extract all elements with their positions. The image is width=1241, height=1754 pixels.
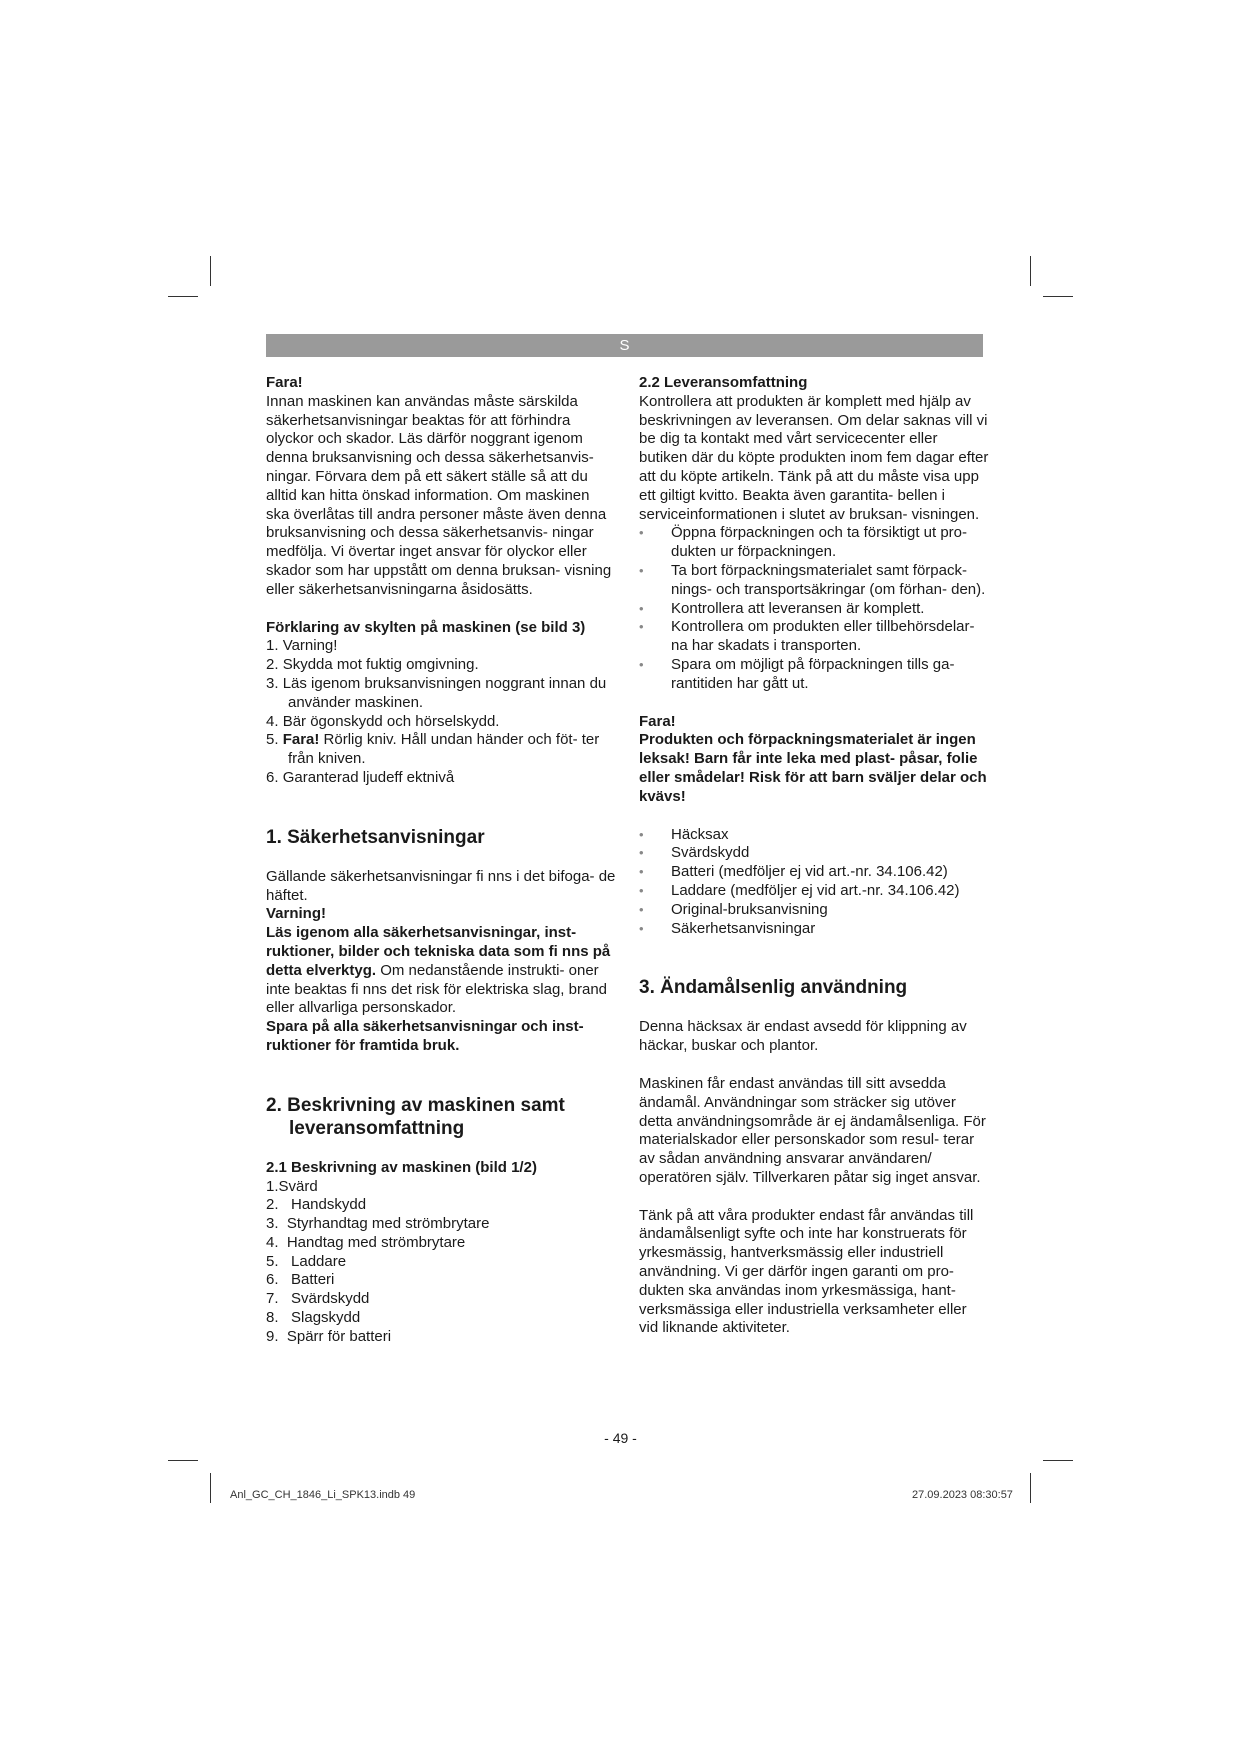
crop-mark bbox=[168, 296, 198, 297]
intended-use-paragraph-3: Tänk på att våra produkter endast får användas till ändamålsenligt syfte och inte har konstruerats för yrkesmässig, hantverksmässig eller industriell användning. Vi ger därför ingen garanti om pro- dukten ska användas inom yrkesmässiga, hant- verksmässiga eller industriella verksamheter eller vid liknande aktiviteter. bbox=[639, 1206, 974, 1337]
bullet-icon: • bbox=[639, 525, 644, 541]
section-2-2-title: 2.2 Leveransomfattning bbox=[639, 374, 808, 391]
list-item: • Spara om möjligt på förpackningen tills ga- rantitiden har gått ut. bbox=[639, 655, 955, 692]
list-item: • Kontrollera om produkten eller tillbehörsdelar- na har skadats i transporten. bbox=[639, 618, 975, 655]
list-item: • Laddare (medföljer ej vid art.-nr. 34.106.42) bbox=[639, 881, 960, 899]
warning-heading: Varning! bbox=[266, 905, 327, 923]
right-column bbox=[639, 374, 989, 1338]
bullet-icon: • bbox=[639, 562, 644, 578]
page-number: - 49 - bbox=[604, 1430, 637, 1446]
left-column bbox=[266, 374, 616, 1347]
intended-use-paragraph-1: Denna häcksax är endast avsedd för klippning av häckar, buskar och plantor. bbox=[639, 1018, 967, 1055]
bullet-icon: • bbox=[639, 600, 644, 616]
list-item: • Säkerhetsanvisningar bbox=[639, 919, 816, 937]
section-2-title: 2. Beskrivning av maskinen samt leveransomfattning bbox=[266, 1094, 565, 1139]
section-3-title: 3. Ändamålsenlig användning bbox=[639, 977, 908, 999]
crop-mark bbox=[1030, 256, 1031, 286]
sign-heading: Förklaring av skylten på maskinen (se bild 3) bbox=[266, 618, 586, 636]
crop-mark bbox=[1043, 1460, 1073, 1461]
danger-paragraph-2: Produkten och förpackningsmaterialet är ingen leksak! Barn får inte leka med plast- påsar, folie eller smådelar! Risk för att barn sväljer delar och kvävs! bbox=[639, 731, 987, 805]
list-item: • Original-bruksanvisning bbox=[639, 900, 828, 918]
unpacking-list bbox=[639, 524, 989, 693]
bullet-icon: • bbox=[639, 656, 644, 672]
language-header-bar bbox=[266, 334, 983, 357]
bullet-icon: • bbox=[639, 920, 644, 936]
section-1-intro: Gällande säkerhetsanvisningar fi nns i det bifoga- de häftet. bbox=[266, 867, 616, 904]
list-item: 6. Batteri bbox=[266, 1271, 335, 1289]
list-item: 2. Handskydd bbox=[266, 1196, 367, 1214]
list-item: • Svärdskydd bbox=[639, 844, 750, 862]
list-item: 7. Svärdskydd bbox=[266, 1290, 370, 1308]
list-item: • Kontrollera att leveransen är komplett. bbox=[639, 599, 925, 617]
bullet-icon: • bbox=[639, 901, 644, 917]
list-item: • Öppna förpackningen och ta försiktigt ut pro- dukten ur förpackningen. bbox=[639, 524, 968, 561]
danger-heading: Fara! bbox=[266, 374, 303, 391]
warning-paragraph: Läs igenom alla säkerhetsanvisningar, inst- ruktioner, bilder och tekniska data som fi nns på detta elverktyg. Om nedanstående instrukti- oner inte beaktas fi nns det risk för elektriska slag, brand eller allvarliga personskador. bbox=[266, 924, 611, 1017]
list-item: 6. Garanterad ljudeff ektnivå bbox=[266, 768, 455, 786]
crop-mark bbox=[1043, 296, 1073, 297]
crop-mark bbox=[1030, 1473, 1031, 1503]
list-item: 8. Slagskydd bbox=[266, 1309, 361, 1327]
language-code: S bbox=[619, 337, 630, 354]
list-item: 2. Skydda mot fuktig omgivning. bbox=[266, 656, 479, 674]
contents-list bbox=[639, 826, 989, 939]
list-item: 4. Handtag med strömbrytare bbox=[266, 1233, 466, 1251]
list-item: • Ta bort förpackningsmaterialet samt förpack- nings- och transportsäkringar (om förhan- den). bbox=[639, 561, 986, 598]
section-1-title: 1. Säkerhetsanvisningar bbox=[266, 826, 485, 848]
danger-paragraph: Innan maskinen kan användas måste särskilda säkerhetsanvisningar beaktas för att förhindra olyckor och skador. Läs därför noggrant igenom denna bruksanvisning och dessa säkerhetsanvis- ningar. Förvara dem på ett säkert ställe så att du alltid kan hitta önskad information. Om maskinen ska överlåtas till andra personer måste även denna bruksanvisning och dessa säkerhetsanvis- ningar medfölja. Vi övertar inget ansvar för olyckor eller skador som har uppstått om denna bruksan- visning eller säkerhetsanvisningarna åsidosätts. bbox=[266, 392, 612, 598]
list-item: 3. Styrhandtag med strömbrytare bbox=[266, 1215, 490, 1233]
danger-heading-2: Fara! bbox=[639, 712, 676, 730]
list-item: 9. Spärr för batteri bbox=[266, 1327, 392, 1345]
bullet-icon: • bbox=[639, 845, 644, 861]
list-item: 5. Fara! Rörlig kniv. Håll undan händer och föt- ter från kniven. bbox=[266, 731, 600, 768]
bullet-icon: • bbox=[639, 882, 644, 898]
delivery-paragraph: Kontrollera att produkten är komplett med hjälp av beskrivningen av leveransen. Om delar saknas vill vi be dig ta kontakt med vårt servicecenter eller butiken där du köpte produkten inom fem dagar efter att du köpte artikeln. Tänk på att du måste visa upp ett giltigt kvitto. Beakta även garantita- bellen i serviceinformationen i slutet av bruksan- visningen. bbox=[639, 392, 989, 523]
list-item: 4. Bär ögonskydd och hörselskydd. bbox=[266, 712, 500, 730]
sign-list bbox=[266, 637, 616, 787]
list-item: 5. Laddare bbox=[266, 1252, 347, 1270]
list-item: 1.Svärd bbox=[266, 1177, 318, 1195]
crop-mark bbox=[168, 1460, 198, 1461]
date-slug: 27.09.2023 08:30:57 bbox=[912, 1489, 1013, 1501]
machine-parts-list bbox=[266, 1178, 616, 1347]
crop-mark bbox=[210, 1473, 211, 1503]
intended-use-paragraph-2: Maskinen får endast användas till sitt avsedda ändamål. Användningar som sträcker sig utöver detta användningsområde är ej ändamålsenliga. För materialskador eller personskador som resul- terar av sådan användning ansvarar användaren/ operatören själv. Tillverkaren påtar sig inget ansvar. bbox=[639, 1074, 986, 1186]
bullet-icon: • bbox=[639, 619, 644, 635]
section-2-1-title: 2.1 Beskrivning av maskinen (bild 1/2) bbox=[266, 1158, 537, 1176]
bullet-icon: • bbox=[639, 826, 644, 842]
crop-mark bbox=[210, 256, 211, 286]
list-item: • Batteri (medföljer ej vid art.-nr. 34.106.42) bbox=[639, 863, 948, 881]
list-item: 1. Varning! bbox=[266, 637, 338, 655]
file-slug: Anl_GC_CH_1846_Li_SPK13.indb 49 bbox=[230, 1489, 416, 1501]
list-item: • Häcksax bbox=[639, 825, 729, 843]
keep-instructions: Spara på alla säkerhetsanvisningar och inst- ruktioner för framtida bruk. bbox=[266, 1018, 584, 1054]
list-item: 3. Läs igenom bruksanvisningen noggrant innan du använder maskinen. bbox=[266, 674, 607, 711]
bullet-icon: • bbox=[639, 864, 644, 880]
